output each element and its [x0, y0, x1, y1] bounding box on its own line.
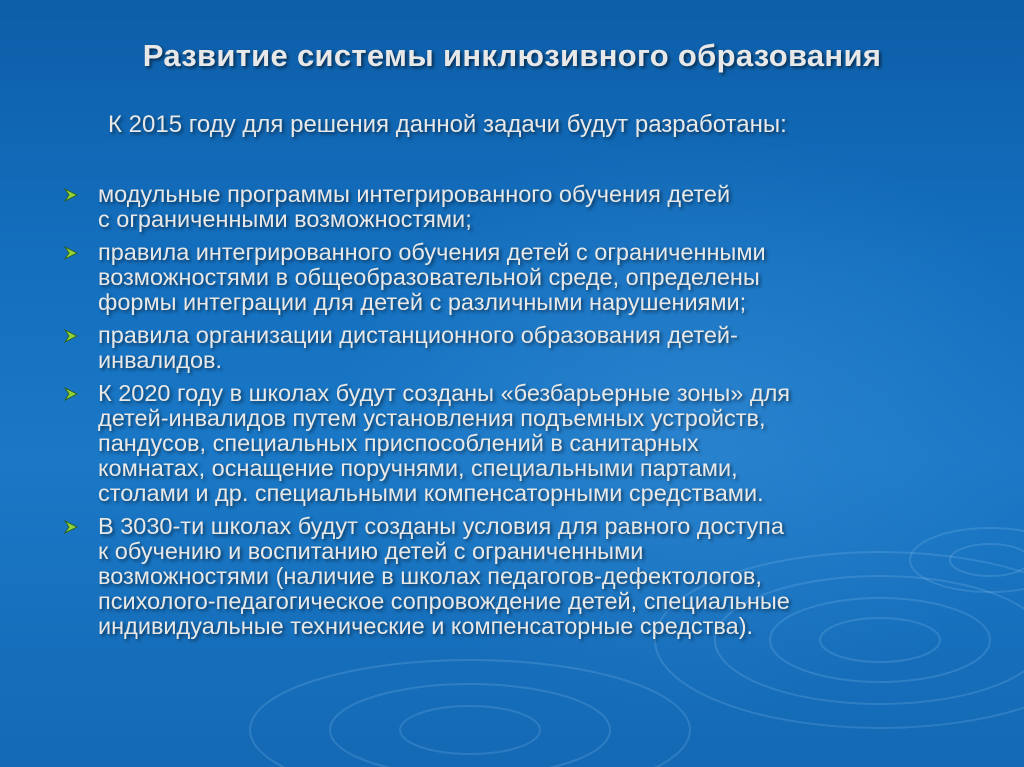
bullet-line: возможностями (наличие в школах педагогов-дефектологов, — [98, 563, 762, 589]
arrowhead-bullet-icon — [62, 186, 80, 204]
bullet-line: К 2020 году в школах будут созданы «безбарьерные зоны» для — [98, 380, 791, 406]
bullet-line: инвалидов. — [98, 347, 223, 373]
arrowhead-bullet-icon — [62, 244, 80, 262]
arrowhead-bullet-icon — [62, 518, 80, 536]
bullet-line: индивидуальные технические и компенсаторные средства). — [98, 613, 754, 639]
bullet-text — [98, 514, 962, 639]
bullet-line: к обучению и воспитанию детей с ограниченными — [98, 538, 644, 564]
bullet-line: с ограниченными возможностями; — [98, 206, 472, 232]
bullet-text — [98, 323, 962, 373]
bullet-line: комнатах, оснащение поручнями, специальными партами, — [98, 455, 738, 481]
bullet-line: правила интегрированного обучения детей с ограниченными — [98, 239, 766, 265]
bullet-text — [98, 182, 962, 232]
arrowhead-bullet-icon — [62, 385, 80, 403]
arrowhead-bullet-icon — [62, 327, 80, 345]
bullet-line: пандусов, специальных приспособлений в санитарных — [98, 430, 699, 456]
bullet-item — [62, 182, 962, 232]
slide-subtitle: К 2015 году для решения данной задачи будут разработаны: — [108, 111, 787, 138]
bullet-item — [62, 240, 962, 315]
bullet-line: столами и др. специальными компенсаторными средствами. — [98, 480, 764, 506]
bullet-list — [62, 182, 962, 647]
bullet-text — [98, 240, 962, 315]
bullet-line: правила организации дистанционного образования детей- — [98, 322, 738, 348]
bullet-line: В 3030-ти школах будут созданы условия для равного доступа — [98, 513, 784, 539]
bullet-line: возможностями в общеобразовательной среде, определены — [98, 264, 760, 290]
bullet-line: модульные программы интегрированного обучения детей — [98, 181, 731, 207]
bullet-item — [62, 514, 962, 639]
bullet-text — [98, 381, 962, 506]
bullet-line: психолого-педагогическое сопровождение детей, специальные — [98, 588, 790, 614]
slide-title: Развитие системы инклюзивного образования — [142, 38, 882, 73]
bullet-line: детей-инвалидов путем установления подъемных устройств, — [98, 405, 766, 431]
bullet-item — [62, 323, 962, 373]
bullet-item — [62, 381, 962, 506]
bullet-line: формы интеграции для детей с различными нарушениями; — [98, 289, 747, 315]
